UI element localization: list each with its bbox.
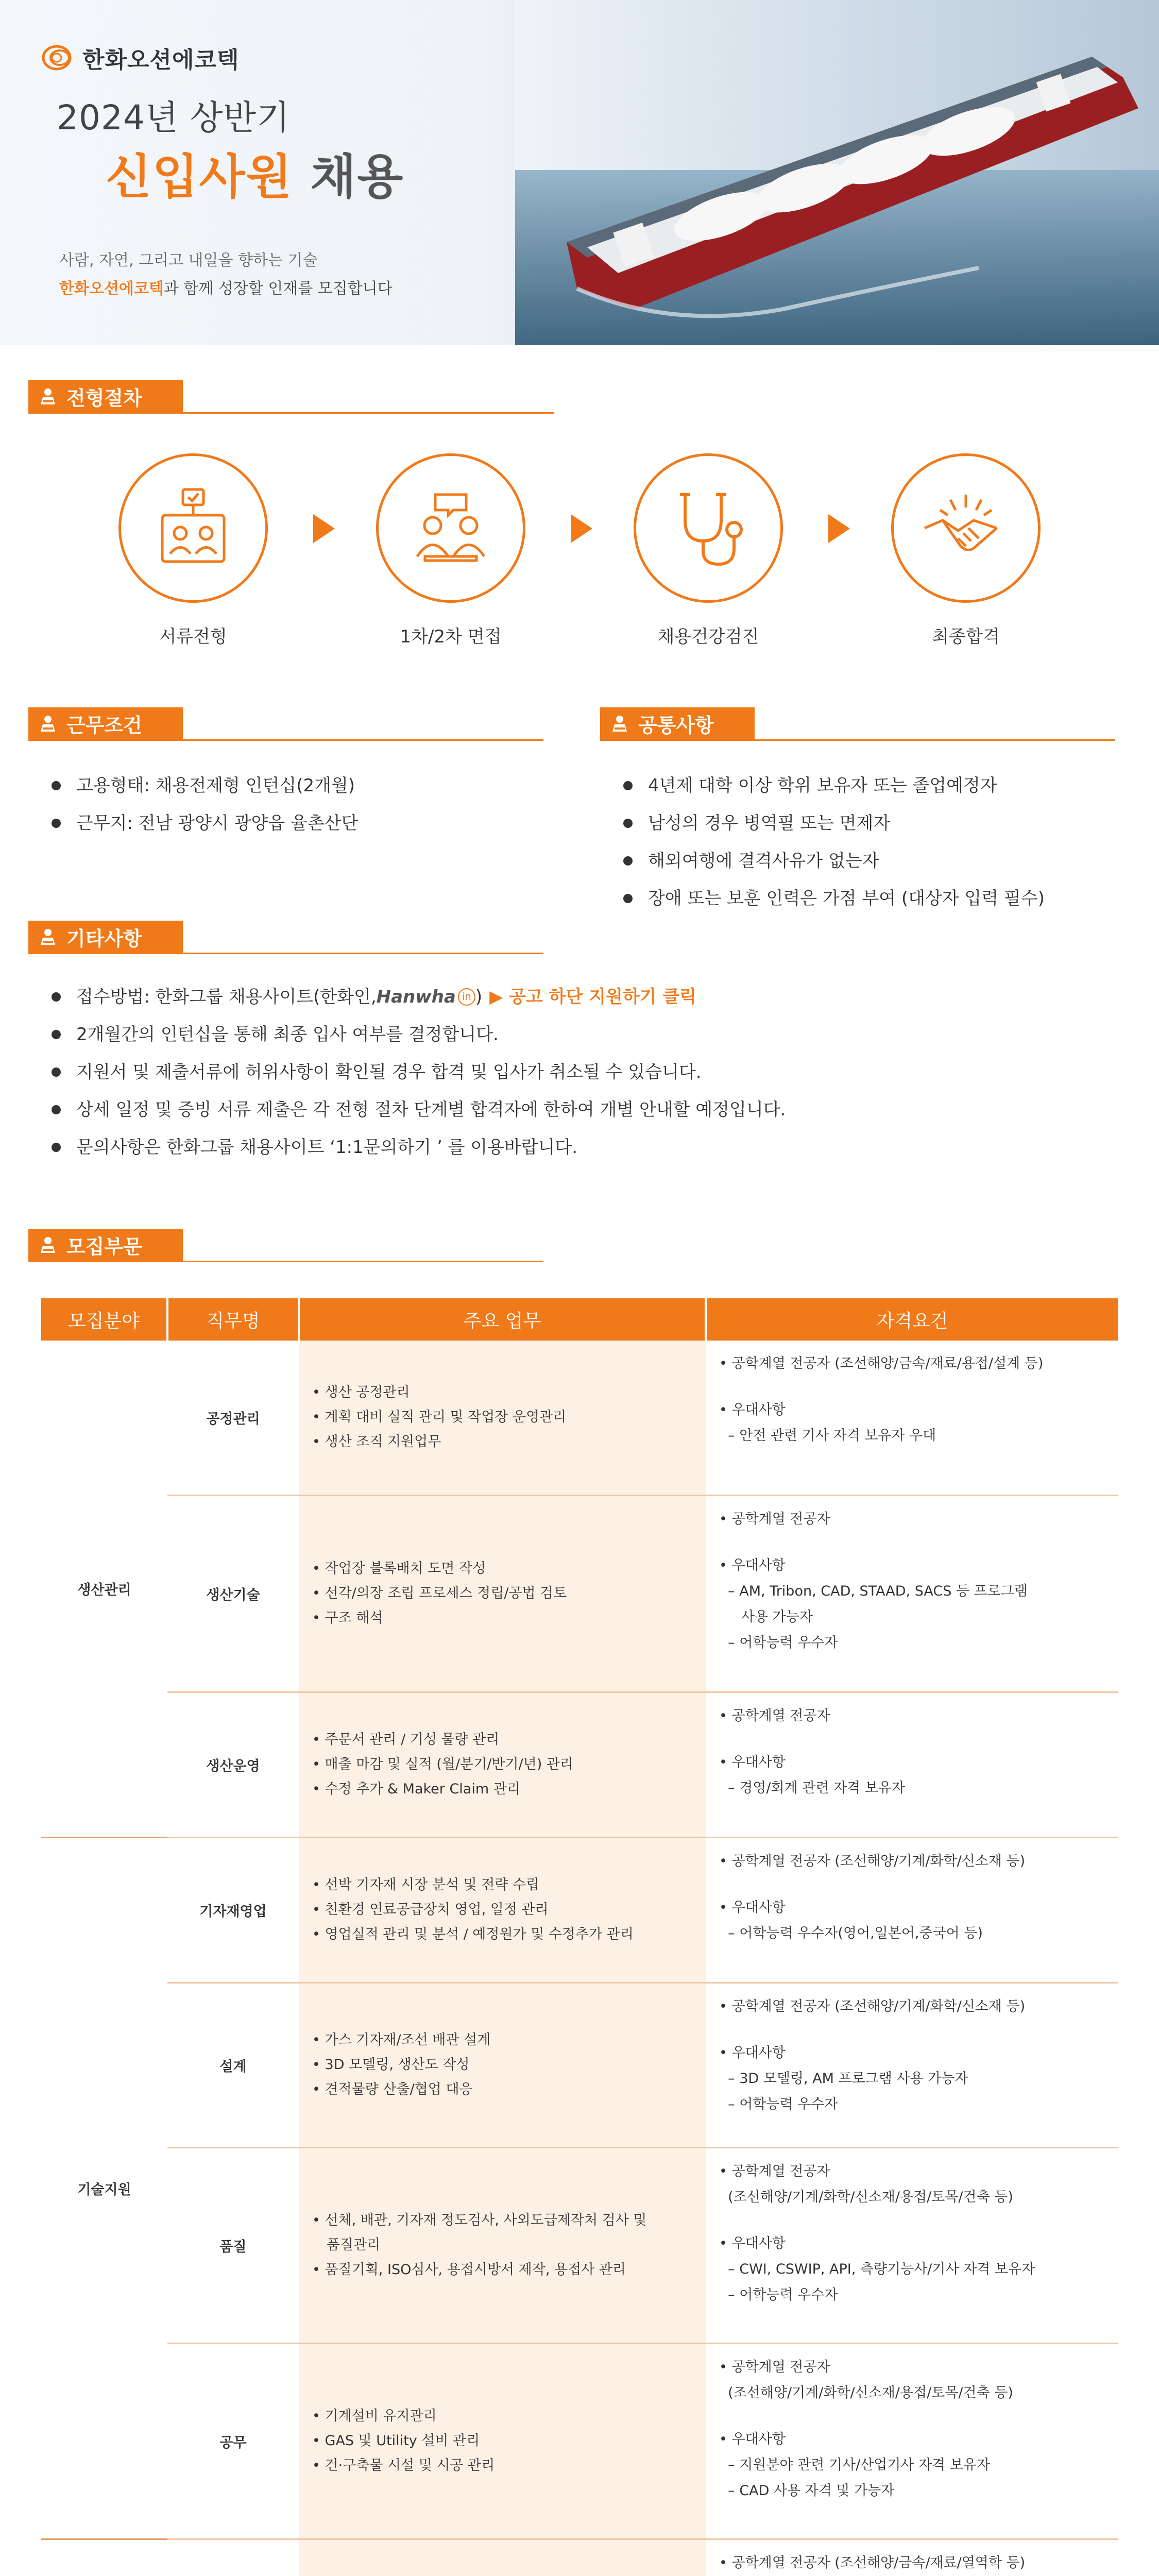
process-arrow-3 bbox=[828, 514, 850, 543]
qual-item: • 공학계열 전공자 (조선해양/기계/화학/신소재 등) bbox=[719, 1998, 1026, 2014]
bullet bbox=[52, 1067, 61, 1077]
stethoscope-icon bbox=[662, 484, 755, 572]
qual-item: • 공학계열 전공자 bbox=[719, 2359, 830, 2375]
duty-item: • 수정 추가 & Maker Claim 관리 bbox=[312, 1777, 706, 1802]
common-section-header bbox=[600, 707, 1115, 741]
table-row bbox=[41, 2539, 1118, 2576]
bullet bbox=[52, 1030, 61, 1039]
job-cell: 생산운영 bbox=[167, 1692, 299, 1837]
positions-heading-line bbox=[28, 1261, 543, 1262]
duty-item: • 건·구축물 시설 및 시공 관리 bbox=[312, 2453, 706, 2478]
duty-cell bbox=[299, 2343, 706, 2539]
bullet bbox=[623, 819, 633, 828]
qual-cell bbox=[706, 1495, 1118, 1692]
duty-item: • 생산 조직 지원업무 bbox=[312, 1430, 706, 1454]
work-heading-line bbox=[28, 739, 543, 741]
qual-item: 사용 가능자 bbox=[719, 1608, 813, 1625]
col-header-quals: 자격요건 bbox=[706, 1298, 1118, 1341]
etc-heading-text: 기타사항 bbox=[66, 927, 142, 950]
work-heading-text: 근무조건 bbox=[66, 714, 142, 737]
field-cell bbox=[41, 2539, 167, 2576]
step-final-pass bbox=[891, 453, 1041, 603]
list-item bbox=[52, 1099, 1133, 1120]
hero-tagline: 사람, 자연, 그리고 내일을 향하는 기술 bbox=[59, 251, 318, 269]
qual-cell bbox=[706, 1982, 1118, 2147]
qual-item: – 어학능력 우수자 bbox=[719, 2096, 838, 2112]
etc-section-header bbox=[28, 921, 543, 954]
qual-item: • 공학계열 전공자 (조선해양/금속/재료/열역학 등) bbox=[719, 2554, 1026, 2571]
qual-list bbox=[719, 2550, 1118, 2576]
qual-item bbox=[719, 2210, 1118, 2231]
duty-item: • 작업장 블록배치 도면 작성 bbox=[312, 1556, 706, 1581]
hero-title-rest: 채용 bbox=[293, 149, 404, 205]
process-heading-text: 전형절차 bbox=[66, 386, 142, 410]
person-badge-icon bbox=[39, 714, 57, 733]
hero-subtitle: 2024년 상반기 bbox=[57, 98, 290, 138]
tagline-company: 한화오션에코텍 bbox=[59, 280, 164, 298]
step-document bbox=[118, 453, 268, 603]
company-name: 한화오션에코텍 bbox=[82, 47, 240, 73]
qual-item: • 우대사항 bbox=[719, 1899, 786, 1916]
qual-item: • 공학계열 전공자 (조선해양/기계/화학/신소재 등) bbox=[719, 1853, 1026, 1869]
common-heading bbox=[600, 707, 755, 739]
duty-cell bbox=[299, 1982, 706, 2147]
tagline-rest: 과 함께 성장할 인재를 모집합니다 bbox=[163, 280, 393, 298]
list-item bbox=[623, 888, 1138, 909]
bullet bbox=[52, 781, 61, 790]
qual-item: (조선해양/기계/화학/신소재/용접/토목/건축 등) bbox=[719, 2384, 1013, 2401]
table-row bbox=[41, 1341, 1118, 1495]
qual-item: • 공학계열 전공자 bbox=[719, 1707, 830, 1724]
etc-item-text: 상세 일정 및 증빙 서류 제출은 각 전형 절차 단계별 합격자에 한하여 개별 안내할 예정입니다. bbox=[76, 1099, 786, 1120]
step-health-check bbox=[634, 453, 783, 603]
job-cell: 품질 bbox=[167, 2147, 299, 2343]
apply-method-text: 접수방법: 한화그룹 채용사이트(한화인, bbox=[76, 987, 377, 1007]
table-row bbox=[41, 1495, 1118, 1692]
qual-item: – CWI, CSWIP, API, 측량기능사/기사 자격 보유자 bbox=[719, 2261, 1035, 2277]
duty-item: • 선박 기자재 시장 분석 및 전략 수립 bbox=[312, 1873, 706, 1897]
duty-list bbox=[312, 1380, 706, 1454]
duty-item: • 친환경 연료공급장치 영업, 일정 관리 bbox=[312, 1897, 706, 1922]
qual-item: – CAD 사용 자격 및 가능자 bbox=[719, 2482, 895, 2499]
person-badge-icon bbox=[39, 927, 57, 946]
hero-tagline-2 bbox=[59, 276, 393, 298]
step-label-4: 최종합격 bbox=[932, 626, 1000, 647]
bullet bbox=[52, 1105, 61, 1114]
duty-cell bbox=[299, 1341, 706, 1495]
bullet bbox=[52, 992, 61, 1002]
qual-item: – 경영/회계 관련 자격 보유자 bbox=[719, 1780, 905, 1796]
qual-item bbox=[719, 1532, 1118, 1553]
apply-link[interactable]: ▶ 공고 하단 지원하기 클릭 bbox=[489, 987, 697, 1007]
hero-title bbox=[106, 139, 404, 207]
table-row bbox=[41, 1837, 1118, 1982]
duty-list bbox=[312, 1727, 706, 1802]
work-heading bbox=[28, 707, 183, 739]
list-item bbox=[52, 1137, 1133, 1158]
qual-list bbox=[719, 1351, 1118, 1449]
etc-heading-line bbox=[28, 953, 543, 954]
table-row bbox=[41, 2147, 1118, 2343]
table-row bbox=[41, 1692, 1118, 1837]
qual-item: – 어학능력 우수자(영어,일본어,중국어 등) bbox=[719, 1925, 983, 1941]
qual-item: – 어학능력 우수자 bbox=[719, 1634, 838, 1651]
qual-list bbox=[719, 2159, 1118, 2308]
duty-item: • 영업실적 관리 및 분석 / 예정원가 및 수정추가 관리 bbox=[312, 1922, 706, 1947]
duty-item: • 구조 해석 bbox=[312, 1606, 706, 1631]
positions-heading-text: 모집부문 bbox=[66, 1235, 142, 1258]
qual-item: • 우대사항 bbox=[719, 2235, 786, 2251]
qual-list bbox=[719, 1703, 1118, 1801]
handshake-icon bbox=[919, 484, 1012, 572]
job-cell: 공무 bbox=[167, 2343, 299, 2539]
positions-section-header bbox=[28, 1229, 543, 1262]
duty-cell bbox=[299, 1495, 706, 1692]
work-list bbox=[52, 775, 567, 851]
job-cell bbox=[167, 2539, 299, 2576]
company-logo bbox=[41, 41, 240, 74]
hanwha-logo-icon bbox=[41, 43, 75, 72]
person-badge-icon bbox=[39, 387, 57, 405]
job-cell: 기자재영업 bbox=[167, 1837, 299, 1982]
hanwha-in-logo: Hanwha bbox=[376, 987, 456, 1007]
duty-item: 품질관리 bbox=[327, 2237, 381, 2253]
step-interview bbox=[376, 453, 525, 603]
etc-list bbox=[52, 987, 1133, 1175]
process-arrow-1 bbox=[313, 514, 335, 543]
person-badge-icon bbox=[39, 1235, 57, 1254]
qual-item bbox=[719, 1874, 1118, 1895]
list-item bbox=[52, 1024, 1133, 1045]
duty-list bbox=[312, 2028, 706, 2102]
step-label-2: 1차/2차 면접 bbox=[400, 626, 502, 647]
hero-title-accent: 신입사원 bbox=[106, 149, 293, 205]
duty-cell bbox=[299, 1692, 706, 1837]
duty-item: • 선각/의장 조립 프로세스 정립/공법 검토 bbox=[312, 1581, 706, 1606]
duty-cell bbox=[299, 2147, 706, 2343]
process-heading bbox=[28, 380, 183, 412]
qual-list bbox=[719, 1849, 1118, 1946]
duty-item: • 3D 모델링, 생산도 작성 bbox=[312, 2053, 706, 2077]
common-item-text: 4년제 대학 이상 학위 보유자 또는 졸업예정자 bbox=[648, 775, 997, 796]
duty-list bbox=[312, 2208, 706, 2282]
hero-banner bbox=[0, 0, 1159, 345]
col-header-job: 직무명 bbox=[167, 1298, 299, 1341]
step-label-3: 채용건강검진 bbox=[657, 626, 759, 647]
qual-item: • 공학계열 전공자 bbox=[719, 2163, 830, 2179]
common-list bbox=[623, 775, 1138, 926]
col-header-duties: 주요 업무 bbox=[299, 1298, 706, 1341]
col-header-field: 모집분야 bbox=[41, 1298, 167, 1341]
etc-heading bbox=[28, 921, 183, 953]
positions-heading bbox=[28, 1229, 183, 1261]
bullet bbox=[52, 819, 61, 828]
qual-list bbox=[719, 2354, 1118, 2504]
process-section-header bbox=[28, 380, 554, 414]
table-row bbox=[41, 1982, 1118, 2147]
list-item bbox=[623, 775, 1138, 796]
qual-cell bbox=[706, 2343, 1118, 2539]
work-item-text: 고용형태: 채용전제형 인턴십(2개월) bbox=[76, 775, 355, 796]
qual-cell bbox=[706, 1692, 1118, 1837]
qual-item: • 우대사항 bbox=[719, 2431, 786, 2447]
etc-item-text: 지원서 및 제출서류에 허위사항이 확인될 경우 합격 및 입사가 취소될 수 있습니다. bbox=[76, 1062, 702, 1082]
list-item bbox=[52, 1062, 1133, 1082]
bullet bbox=[623, 856, 633, 866]
duty-cell bbox=[299, 1837, 706, 1982]
list-item bbox=[52, 813, 567, 834]
duty-item: • 매출 마감 및 실적 (월/분기/반기/년) 관리 bbox=[312, 1752, 706, 1777]
qual-cell bbox=[706, 1837, 1118, 1982]
step-label-1: 서류전형 bbox=[159, 626, 227, 647]
qual-cell bbox=[706, 1341, 1118, 1495]
common-heading-text: 공통사항 bbox=[638, 714, 714, 737]
etc-item-text: 문의사항은 한화그룹 채용사이트 ‘1:1문의하기 ’ 를 이용바랍니다. bbox=[76, 1137, 578, 1158]
qual-list bbox=[719, 1994, 1118, 2117]
bullet bbox=[623, 894, 633, 903]
etc-item-text: 2개월간의 인턴십을 통해 최종 입사 여부를 결정합니다. bbox=[76, 1024, 499, 1045]
qual-item bbox=[719, 2020, 1118, 2040]
qual-item: – 어학능력 우수자 bbox=[719, 2286, 838, 2303]
interview-icon bbox=[404, 484, 497, 572]
person-badge-icon bbox=[610, 714, 629, 733]
duty-item: • 가스 기자재/조선 배관 설계 bbox=[312, 2028, 706, 2053]
duty-item: • 선체, 배관, 기자재 정도검사, 사외도급제작처 검사 및 bbox=[312, 2208, 706, 2233]
qual-item: – AM, Tribon, CAD, STAAD, SACS 등 프로그램 bbox=[719, 1583, 1028, 1599]
list-item bbox=[623, 813, 1138, 834]
job-cell: 공정관리 bbox=[167, 1341, 299, 1495]
duty-item: • 주문서 관리 / 기성 물량 관리 bbox=[312, 1727, 706, 1752]
bullet bbox=[623, 781, 633, 790]
lng-ship-image bbox=[515, 0, 1159, 345]
table-header-row bbox=[41, 1298, 1118, 1341]
qual-item: • 우대사항 bbox=[719, 1402, 786, 1418]
list-item-apply bbox=[52, 987, 1133, 1007]
duty-item: • 품질기획, ISO심사, 용접시방서 제작, 용접사 관리 bbox=[312, 2258, 706, 2282]
duty-item: • GAS 및 Utility 설비 관리 bbox=[312, 2429, 706, 2453]
qual-item bbox=[719, 1729, 1118, 1750]
qual-item: – 3D 모델링, AM 프로그램 사용 가능자 bbox=[719, 2070, 968, 2087]
field-cell: 기술지원 bbox=[41, 1837, 167, 2539]
common-item-text: 남성의 경우 병역필 또는 면제자 bbox=[648, 813, 891, 834]
bullet bbox=[52, 1143, 61, 1152]
work-section-header bbox=[28, 707, 543, 741]
duty-list bbox=[312, 1556, 706, 1631]
qual-item: (조선해양/기계/화학/신소재/용접/토목/건축 등) bbox=[719, 2189, 1013, 2205]
common-item-text: 장애 또는 보훈 인력은 가점 부여 (대상자 입력 필수) bbox=[648, 888, 1045, 909]
positions-table bbox=[41, 1298, 1118, 2576]
duty-item: • 계획 대비 실적 관리 및 작업장 운영관리 bbox=[312, 1405, 706, 1430]
duty-item: • 생산 공정관리 bbox=[312, 1380, 706, 1405]
document-review-icon bbox=[147, 484, 240, 572]
qual-item bbox=[719, 1377, 1118, 1397]
common-heading-line bbox=[600, 739, 1115, 741]
qual-item: • 우대사항 bbox=[719, 1754, 786, 1770]
apply-suffix: ) bbox=[475, 987, 483, 1007]
qual-item: • 공학계열 전공자 bbox=[719, 1511, 830, 1527]
duty-item: • 견적물량 산출/협업 대응 bbox=[312, 2077, 706, 2102]
qual-item: – 안전 관련 기사 자격 보유자 우대 bbox=[719, 1428, 936, 1444]
qual-list bbox=[719, 1506, 1118, 1656]
process-arrow-2 bbox=[571, 514, 592, 543]
list-item bbox=[52, 775, 567, 796]
duty-item: • 기계설비 유지관리 bbox=[312, 2404, 706, 2429]
job-cell: 설계 bbox=[167, 1982, 299, 2147]
field-cell: 생산관리 bbox=[41, 1341, 167, 1837]
hanwha-in-badge: in bbox=[458, 988, 475, 1006]
qual-item: • 공학계열 전공자 (조선해양/금속/재료/용접/설계 등) bbox=[719, 1355, 1044, 1371]
qual-cell bbox=[706, 2147, 1118, 2343]
qual-cell bbox=[706, 2539, 1118, 2576]
duty-list bbox=[312, 2404, 706, 2478]
process-heading-line bbox=[28, 412, 554, 414]
job-cell: 생산기술 bbox=[167, 1495, 299, 1692]
list-item bbox=[623, 851, 1138, 871]
qual-item: – 지원분야 관련 기사/산업기사 자격 보유자 bbox=[719, 2456, 991, 2473]
qual-item bbox=[719, 2406, 1118, 2427]
qual-item: • 우대사항 bbox=[719, 2044, 786, 2061]
qual-item: • 우대사항 bbox=[719, 1557, 786, 1573]
common-item-text: 해외여행에 결격사유가 없는자 bbox=[648, 851, 879, 871]
table-row bbox=[41, 2343, 1118, 2539]
duty-list bbox=[312, 1873, 706, 1947]
work-item-text: 근무지: 전남 광양시 광양읍 율촌산단 bbox=[76, 813, 359, 834]
duty-cell bbox=[299, 2539, 706, 2576]
